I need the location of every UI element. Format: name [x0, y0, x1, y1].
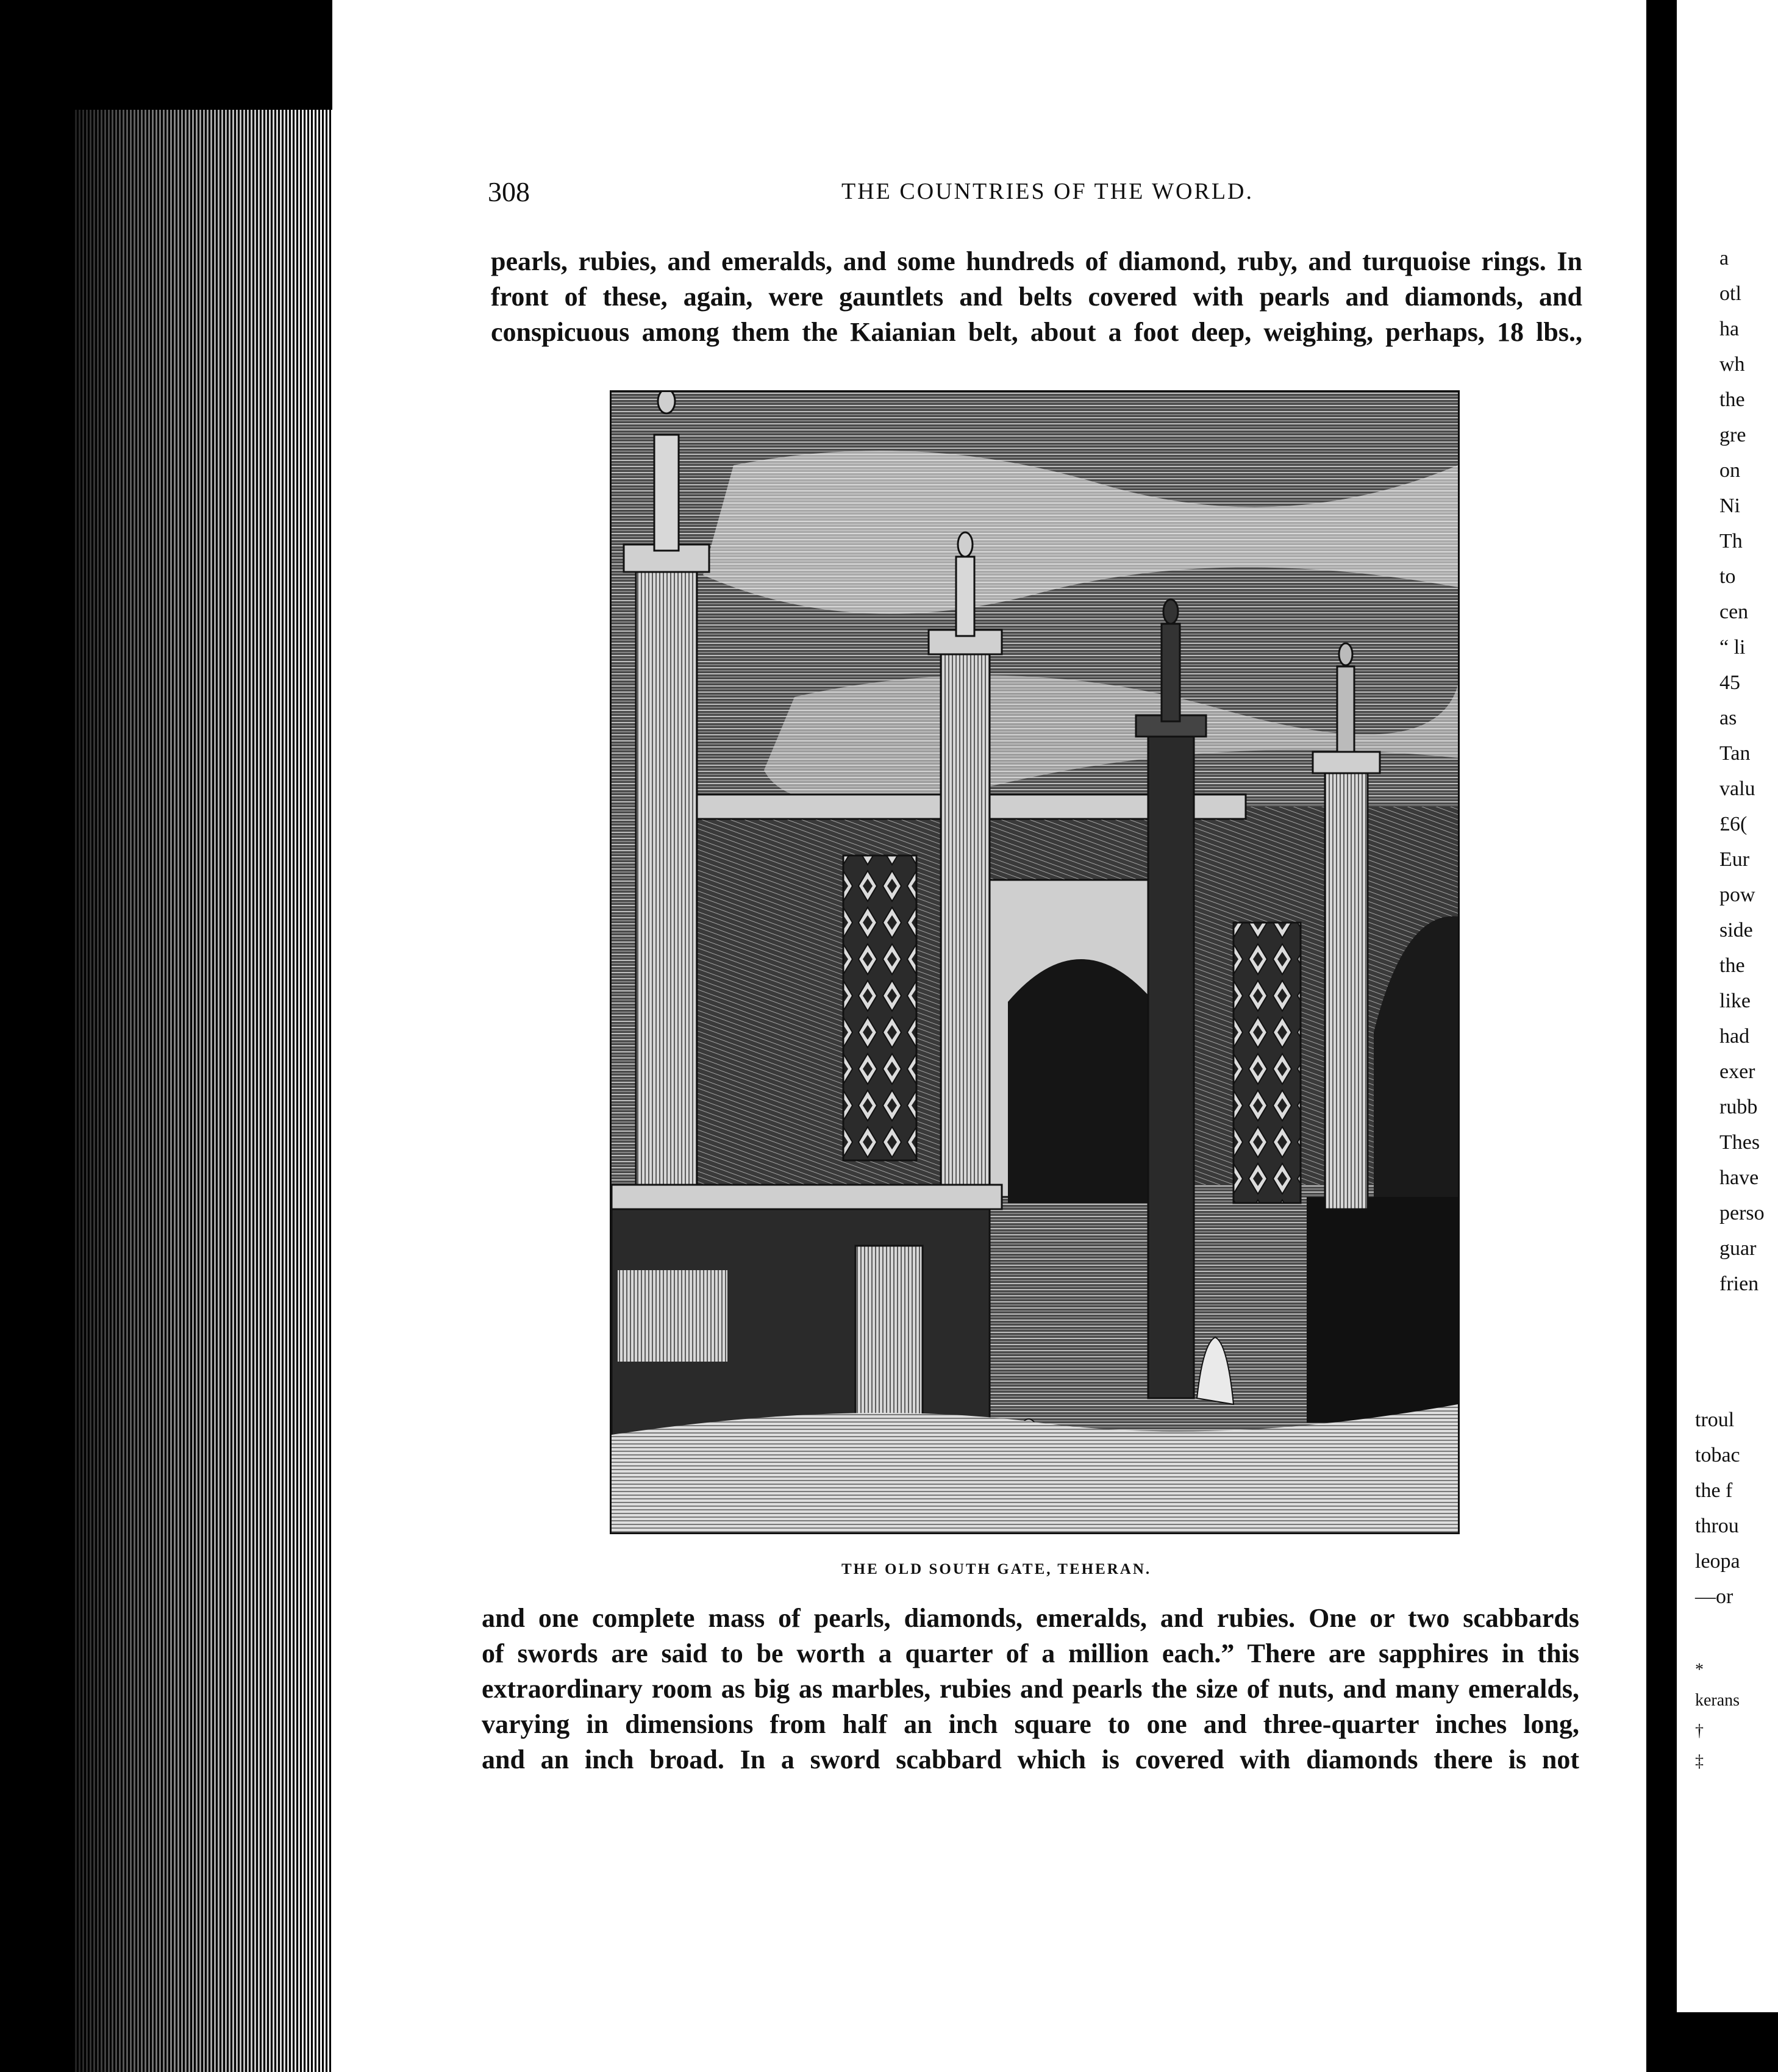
text-line: conspicuous among them the Kaianian belt, about a foot deep, weighing, perhaps, 18 lbs., [491, 317, 1582, 347]
next-page-line: had [1719, 1025, 1750, 1048]
next-page-line: Eur [1719, 848, 1750, 871]
gutter-shadow [1646, 0, 1677, 2072]
next-page-line: have [1719, 1166, 1759, 1189]
next-page-line: gre [1719, 424, 1746, 446]
text-line: front of these, again, were gauntlets and belts covered with pearls and diamonds, and [491, 282, 1582, 312]
next-page-line: “ li [1719, 636, 1746, 659]
next-page-line: like [1719, 990, 1751, 1012]
book-binding-dark [0, 0, 73, 2072]
next-page-line: the [1719, 954, 1745, 977]
next-page-line: rubb [1719, 1096, 1758, 1118]
page-edge-shadow [55, 0, 335, 2072]
next-page-line: valu [1719, 777, 1755, 800]
page-number: 308 [488, 176, 530, 207]
next-page-line: cen [1719, 601, 1749, 623]
next-page-line: to [1719, 565, 1736, 588]
text-line: varying in dimensions from half an inch square to one and three-quarter inches long, [482, 1709, 1579, 1739]
next-page-line: Thes [1719, 1131, 1760, 1154]
text-line: pearls, rubies, and emeralds, and some hundreds of diamond, ruby, and turquoise rings. In [491, 246, 1582, 276]
next-page-line: wh [1719, 353, 1745, 376]
next-page-line: ha [1719, 318, 1740, 340]
next-page-line: leopa [1695, 1550, 1740, 1573]
next-page-line: * [1695, 1660, 1704, 1679]
next-page-line: side [1719, 919, 1753, 941]
next-page-line: exer [1719, 1060, 1755, 1083]
next-page-line: perso [1719, 1202, 1765, 1224]
next-page-line: as [1719, 707, 1737, 729]
next-page-line: guar [1719, 1237, 1757, 1260]
text-line: extraordinary room as big as marbles, rubies and pearls the size of nuts, and many emeralds, [482, 1674, 1579, 1704]
next-page-line: on [1719, 459, 1740, 482]
next-page-line: £6( [1719, 813, 1748, 835]
next-page-line: the [1719, 388, 1745, 411]
top-paragraph [491, 244, 1582, 350]
text-line: of swords are said to be worth a quarter of a million each.” There are sapphires in this [482, 1638, 1579, 1668]
next-page-line: pow [1719, 884, 1755, 906]
next-page-line: otl [1719, 282, 1741, 305]
next-page-line: 45 [1719, 671, 1740, 694]
next-page-line: troul [1695, 1409, 1735, 1431]
next-page-line: † [1695, 1721, 1704, 1740]
scan-border-top [0, 0, 332, 110]
next-page-line: ‡ [1695, 1752, 1704, 1771]
next-page-fragment [1677, 0, 1778, 2012]
next-page-line: Th [1719, 530, 1743, 552]
next-page-line: tobac [1695, 1444, 1740, 1466]
next-page-line: —or [1695, 1585, 1733, 1608]
next-page-line: Tan [1719, 742, 1751, 765]
next-page-line: kerans [1695, 1691, 1740, 1710]
text-line: and an inch broad. In a sword scabbard which is covered with diamonds there is not [482, 1745, 1579, 1774]
next-page-line: throu [1695, 1515, 1739, 1537]
figure-caption: THE OLD SOUTH GATE, TEHERAN. [841, 1561, 1152, 1577]
next-page-line: a [1719, 247, 1729, 270]
running-title: THE COUNTRIES OF THE WORLD. [841, 179, 1254, 204]
scan-border-bottom-right [1646, 2012, 1778, 2072]
bottom-paragraph [482, 1601, 1579, 1777]
next-page-line: Ni [1719, 495, 1740, 517]
text-line: and one complete mass of pearls, diamonds, emeralds, and rubies. One or two scabbards [482, 1603, 1579, 1633]
engraving-illustration [610, 390, 1460, 1534]
next-page-line: frien [1719, 1273, 1759, 1295]
old-south-gate-engraving [612, 392, 1458, 1532]
next-page-line: the f [1695, 1479, 1733, 1502]
